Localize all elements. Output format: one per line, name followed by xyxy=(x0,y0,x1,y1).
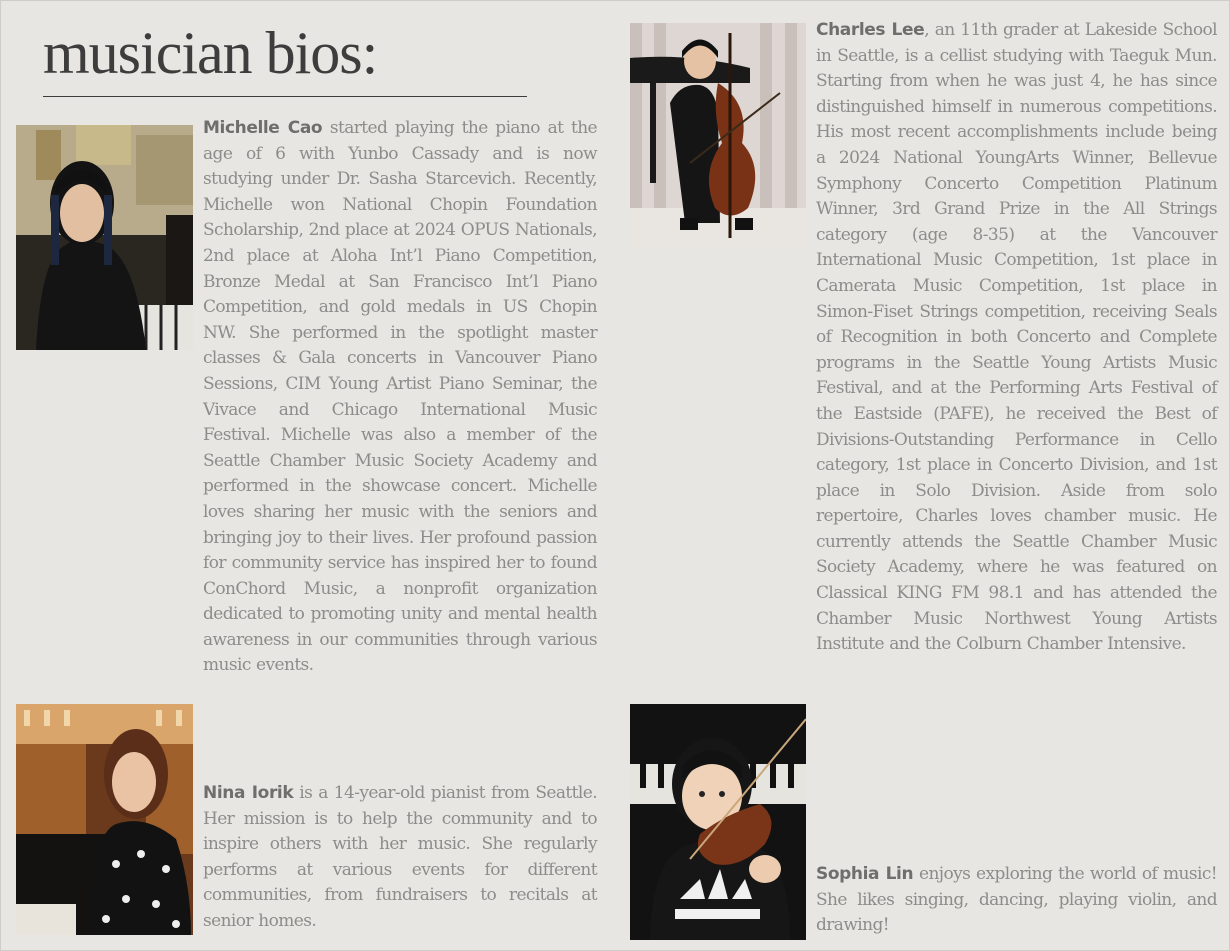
page-title: musician bios: xyxy=(43,20,378,86)
nina-bio-text: is a 14-year-old pianist from Seattle. Her mission is to help the community and to inspire others with her music. She regularly performs at various events for different communities, from fundraisers to recitals at senior homes. xyxy=(203,783,597,931)
portrait-pianist-girl-icon xyxy=(16,125,193,350)
sophia-photo xyxy=(630,704,806,940)
nina-name: Nina Iorik xyxy=(203,783,294,803)
michelle-bio-text: started playing the piano at the age of 6 with Yunbo Cassady and is now studying under Dr. Sasha Starcevich. Recently, Michelle won National Chopin Foundation Scholarship, 2nd place at 2024 OPUS Nationals, 2nd place at Aloha Int’l Piano Competition, Bronze Medal at San Francisco Int’l Piano Competition, and gold medals in US Chopin NW. She performed in the spotlight master classes & Gala concerts in Vancouver Piano Sessions, CIM Young Artist Piano Seminar, the Vivace and Chicago International Music Festival. Michelle was also a member of the Seattle Chamber Music Society Academy and performed in the showcase concert. Michelle loves sharing her music with the seniors and bringing joy to their lives. Her profound passion for community service has inspired her to found ConChord Music, a nonprofit organization dedicated to promoting unity and mental health awareness in our communities through various music events. xyxy=(203,118,598,676)
michelle-bio xyxy=(203,116,597,679)
charles-bio-text: , an 11th grader at Lakeside School in Seattle, is a cellist studying with Taeguk Mun. Starting from when he was just 4, he has since distinguished himself in numerous competitions. His most recent accomplishments include being a 2024 National YoungArts Winner, Bellevue Symphony Concerto Competition Platinum Winner, 3rd Grand Prize in the All Strings category (age 8-35) at the Vancouver International Music Competition, 1st place in Camerata Music Competition, 1st place in Simon-Fiset Strings competition, receiving Seals of Recognition in both Concerto and Complete programs in the Seattle Young Artists Music Festival, and at the Performing Arts Festival of the Eastside (PAFE), he received the Best of Divisions-Outstanding Performance in Cello category, 1st place in Concerto Division, and 1st place in Solo Division. Aside from solo repertoire, Charles loves chamber music. He currently attends the Seattle Chamber Music Society Academy, where he was featured on Classical KING FM 98.1 and has attended the Chamber Music Northwest Young Artists Institute and the Colburn Chamber Intensive. xyxy=(816,20,1217,655)
sophia-bio-text: enjoys exploring the world of music! She likes singing, dancing, playing violin, and drawing! xyxy=(816,864,1217,936)
child-with-violin-icon xyxy=(630,704,806,940)
michelle-name: Michelle Cao xyxy=(203,118,323,138)
charles-name: Charles Lee xyxy=(816,20,925,40)
charles-bio xyxy=(816,18,1217,658)
sophia-name: Sophia Lin xyxy=(816,864,914,884)
charles-photo xyxy=(630,23,806,248)
portrait-pianist-girl-church-icon xyxy=(16,704,193,935)
nina-photo xyxy=(16,704,193,935)
sophia-bio xyxy=(816,862,1217,939)
cellist-performing-on-stage-icon xyxy=(630,23,806,248)
michelle-photo xyxy=(16,125,193,350)
nina-bio xyxy=(203,781,597,935)
title-divider xyxy=(43,96,527,97)
